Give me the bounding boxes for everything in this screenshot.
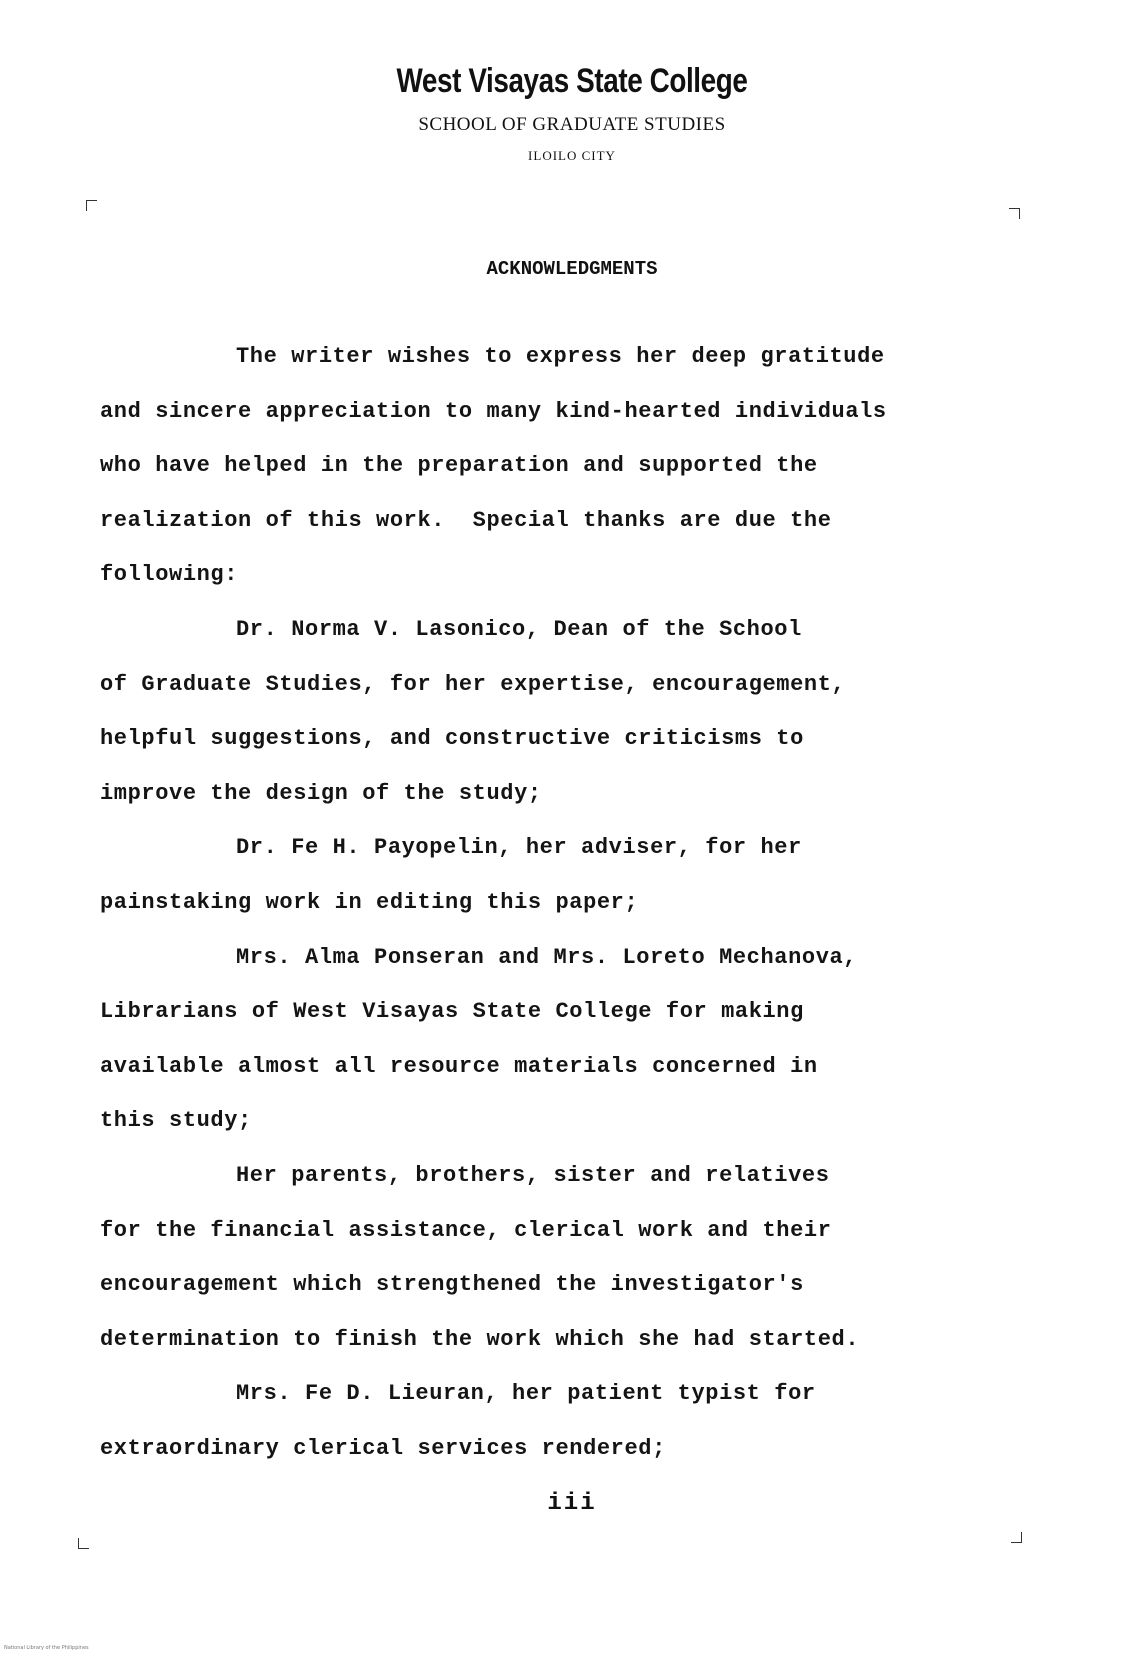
text-line: available almost all resource materials concerned in — [100, 1053, 818, 1079]
city-name: ILOILO CITY — [528, 148, 616, 163]
text-line: painstaking work in editing this paper; — [100, 889, 639, 915]
text-line: helpful suggestions, and constructive criticisms to — [100, 726, 804, 752]
crop-mark-top-left — [86, 200, 97, 211]
text-line: improve the design of the study; — [100, 780, 542, 806]
text-line: Dr. Fe H. Payopelin, her adviser, for her — [236, 835, 802, 861]
acknowledgments-body — [100, 330, 1060, 1476]
text-line: Her parents, brothers, sister and relatives — [236, 1162, 830, 1188]
text-line: for the financial assistance, clerical work and their — [100, 1217, 832, 1243]
text-line: extraordinary clerical services rendered; — [100, 1435, 666, 1461]
page-number: iii — [547, 1490, 597, 1517]
crop-mark-bottom-right — [1011, 1532, 1022, 1543]
text-line: Librarians of West Visayas State College for making — [100, 999, 804, 1025]
crop-mark-top-right — [1009, 208, 1020, 219]
text-line: who have helped in the preparation and supported the — [100, 453, 818, 479]
text-line: Mrs. Alma Ponseran and Mrs. Loreto Mechanova, — [236, 944, 858, 970]
text-line: realization of this work. Special thanks are due the — [100, 507, 832, 533]
school-name: SCHOOL OF GRADUATE STUDIES — [418, 114, 726, 135]
crop-mark-bottom-left — [78, 1538, 89, 1549]
text-line: and sincere appreciation to many kind-hearted individuals — [100, 398, 887, 424]
footer-note: National Library of the Philippines — [4, 1645, 89, 1651]
text-line: encouragement which strengthened the investigator's — [100, 1272, 804, 1298]
text-line: following: — [100, 562, 239, 588]
section-heading: ACKNOWLEDGMENTS — [486, 258, 658, 280]
text-line: Mrs. Fe D. Lieuran, her patient typist for — [236, 1381, 816, 1407]
text-line: Dr. Norma V. Lasonico, Dean of the School — [236, 616, 802, 642]
text-line: The writer wishes to express her deep gratitude — [236, 344, 885, 369]
text-line: this study; — [100, 1108, 252, 1134]
text-line: determination to finish the work which she had started. — [100, 1326, 860, 1352]
text-line: of Graduate Studies, for her expertise, encouragement, — [100, 671, 846, 697]
college-name: West Visayas State College — [396, 62, 748, 100]
